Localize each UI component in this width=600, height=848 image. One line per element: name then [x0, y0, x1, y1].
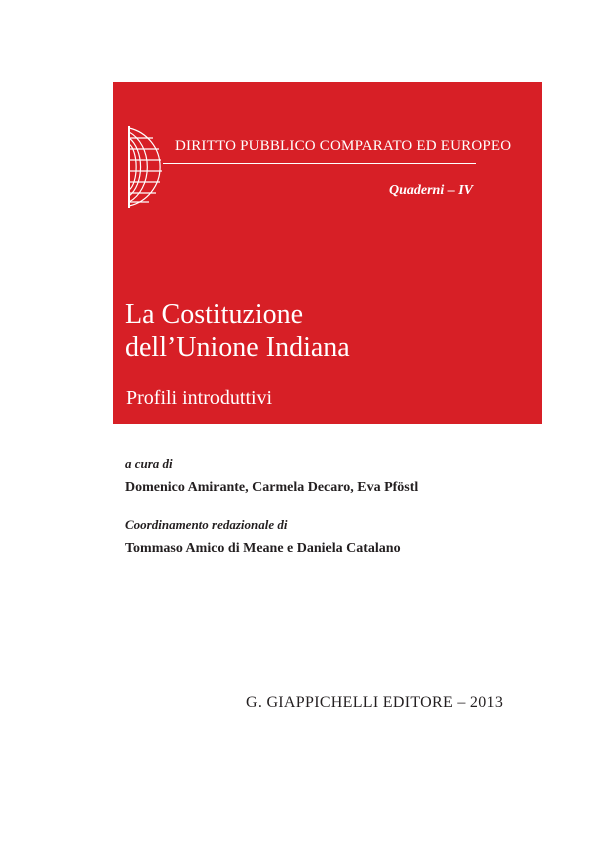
book-title — [125, 298, 350, 364]
coordination-label: Coordinamento redazionale di — [125, 517, 288, 532]
publisher-imprint: G. GIAPPICHELLI EDITORE – 2013 — [246, 694, 504, 711]
series-divider — [163, 163, 476, 164]
coordinators-names: Tommaso Amico di Meane e Daniela Catalano — [125, 541, 401, 556]
editors-names: Domenico Amirante, Carmela Decaro, Eva Pföstl — [125, 480, 419, 495]
globe-icon — [127, 122, 163, 212]
book-title-line-1: La Costituzione — [125, 299, 304, 330]
series-volume: Quaderni – IV — [388, 183, 473, 198]
cover-red-panel — [113, 82, 542, 424]
book-title-line-2: dell’Unione Indiana — [125, 332, 350, 363]
book-subtitle: Profili introduttivi — [126, 387, 273, 409]
editors-label: a cura di — [125, 456, 173, 471]
series-title: DIRITTO PUBBLICO COMPARATO ED EUROPEO — [175, 138, 512, 154]
